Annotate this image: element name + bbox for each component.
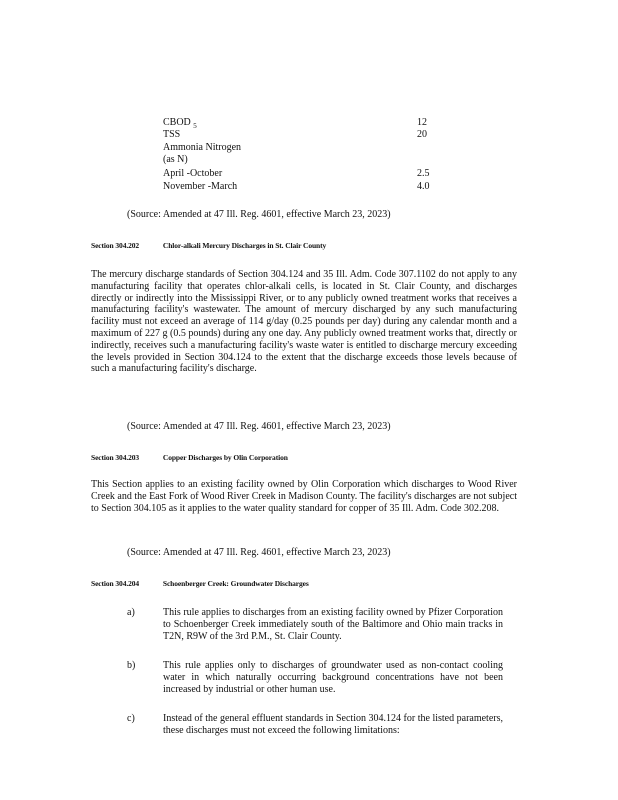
table-label: April -October xyxy=(163,168,223,179)
source-note: (Source: Amended at 47 Ill. Reg. 4601, effective March 23, 2023) xyxy=(127,421,391,432)
section-title: Chlor-alkali Mercury Discharges in St. Clair County xyxy=(162,241,327,250)
source-note: (Source: Amended at 47 Ill. Reg. 4601, effective March 23, 2023) xyxy=(127,209,391,220)
section-title: Copper Discharges by Olin Corporation xyxy=(162,453,288,462)
section-body: This Section applies to an existing facility owned by Olin Corporation which discharges to Wood River Creek and the East Fork of Wood River Creek in Madison County. The facility's discharges are not subject to Section 304.105 as it applies to the water quality standard for copper of 35 Ill. Adm. Code 302.208. xyxy=(91,479,517,514)
item-label: c) xyxy=(127,713,135,724)
section-number: Section 304.202 xyxy=(91,241,140,250)
section-body: The mercury discharge standards of Section 304.124 and 35 Ill. Adm. Code 307.1102 do not apply to any manufacturing facility that operates chlor-alkali cells, is located in St. Clair County, and discharges directly or indirectly into the Mississippi River, or to any publicly owned treatment works that receives a manufacturing facility's wastewater. The amount of mercury discharged by any such manufacturing facility must not exceed an average of 114 g/day (0.25 pounds per day) during any calendar month and a maximum of 227 g (0.5 pounds) during any one day. Any publicly owned treatment works that, directly or indirectly, receives such a manufacturing facility's waste water is entitled to discharge mercury exceeding the levels provided in Section 304.124 to the extent that the discharge exceeds those levels because of such a manufacturing facility's discharge. xyxy=(91,269,517,375)
table-value: 4.0 xyxy=(417,181,430,192)
section-title: Schoenberger Creek: Groundwater Discharges xyxy=(162,579,309,588)
source-note: (Source: Amended at 47 Ill. Reg. 4601, effective March 23, 2023) xyxy=(127,547,391,558)
table-value: 2.5 xyxy=(417,168,430,179)
section-heading xyxy=(91,579,309,588)
item-label: a) xyxy=(127,607,135,618)
table-value: 12 xyxy=(417,117,427,128)
table-label: TSS xyxy=(163,129,181,140)
section-number: Section 304.204 xyxy=(91,579,140,588)
table-label: November -March xyxy=(163,181,238,192)
table-value: 20 xyxy=(417,129,427,140)
table-label: (as N) xyxy=(163,154,188,165)
section-heading xyxy=(91,241,326,250)
item-label: b) xyxy=(127,660,136,671)
table-label: CBOD $_5$ xyxy=(163,117,197,130)
section-heading xyxy=(91,453,288,462)
item-text: This rule applies only to discharges of groundwater used as non-contact cooling water in which naturally occurring background concentrations have not been increased by industrial or other human use. xyxy=(163,660,503,695)
item-text: Instead of the general effluent standards in Section 304.124 for the listed parameters, these discharges must not exceed the following limitations: xyxy=(163,713,503,736)
section-number: Section 304.203 xyxy=(91,453,140,462)
table-label: Ammonia Nitrogen xyxy=(163,142,242,153)
item-text: This rule applies to discharges from an existing facility owned by Pfizer Corporation to Schoenberger Creek immediately south of the Baltimore and Ohio main tracks in T2N, R9W of the 3rd P.M., St. Clair County. xyxy=(163,607,503,642)
